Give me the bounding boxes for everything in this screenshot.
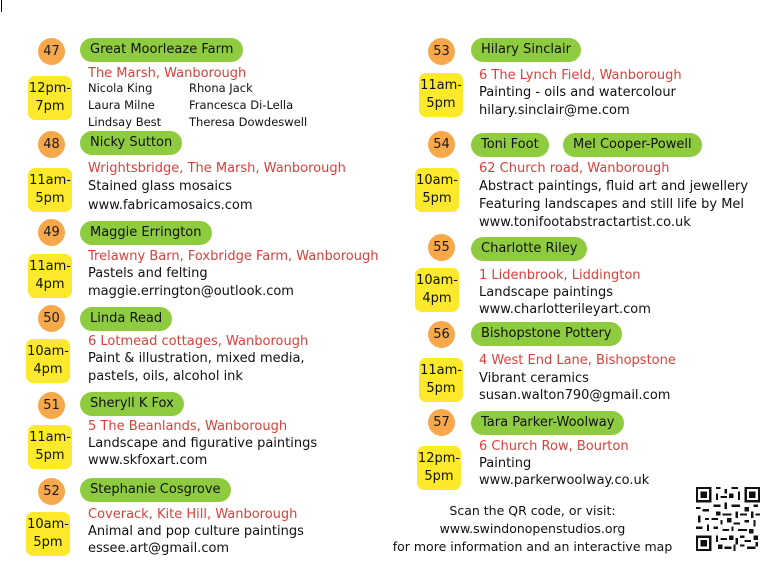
artist-name: Theresa Dowdeswell — [189, 115, 308, 129]
artist-name: Lindsay Best — [88, 115, 162, 129]
studio-address: 6 The Lynch Field, Wanborough — [479, 68, 682, 83]
studio-number: 47 — [38, 38, 65, 65]
studio-name: Bishopstone Pottery — [471, 322, 622, 346]
description: Painting — [479, 456, 532, 471]
studio-address: Wrightsbridge, The Marsh, Wanborough — [88, 161, 346, 176]
studio-address: 5 The Beanlands, Wanborough — [88, 419, 288, 434]
email-link[interactable]: susan.walton790@gmail.com — [479, 388, 671, 403]
description: Featuring landscapes and still life by Mel — [479, 197, 745, 212]
website-link[interactable]: www.charlotterileyart.com — [479, 302, 651, 317]
opening-time: 11am- 5pm — [419, 73, 463, 117]
studio-number: 55 — [428, 234, 455, 261]
studio-name: Maggie Errington — [80, 221, 212, 245]
studio-name: Great Moorleaze Farm — [80, 38, 243, 62]
opening-time: 11am- 5pm — [28, 168, 72, 212]
studio-name: Toni Foot — [471, 133, 549, 157]
email-link[interactable]: maggie.errington@outlook.com — [88, 284, 294, 299]
studio-address: 62 Church road, Wanborough — [479, 161, 670, 176]
studio-number: 56 — [428, 321, 455, 348]
website-link[interactable]: www.parkerwoolway.co.uk — [479, 473, 650, 488]
opening-time: 12pm- 7pm — [28, 76, 72, 120]
website-link[interactable]: www.fabricamosaics.com — [88, 198, 253, 213]
studio-number: 52 — [38, 478, 65, 505]
description: Paint & illustration, mixed media, — [88, 351, 305, 366]
artist-name: Francesca Di-Lella — [189, 98, 294, 112]
studio-address: 4 West End Lane, Bishopstone — [479, 353, 676, 368]
studio-address: Trelawny Barn, Foxbridge Farm, Wanborough — [88, 249, 379, 264]
website-link[interactable]: www.tonifootabstractartist.co.uk — [479, 215, 691, 230]
description: Painting - oils and watercolour — [479, 85, 676, 100]
artist-name: Nicola King — [88, 81, 153, 95]
description: pastels, oils, alcohol ink — [88, 369, 243, 384]
footer-description: for more information and an interactive map — [392, 539, 673, 554]
studio-name: Stephanie Cosgrove — [80, 478, 231, 502]
studio-name: Hilary Sinclair — [471, 38, 581, 62]
studio-number: 48 — [38, 131, 65, 158]
artist-name: Rhona Jack — [189, 81, 253, 95]
studio-number: 54 — [428, 131, 455, 158]
description: Stained glass mosaics — [88, 179, 232, 194]
studio-name: Mel Cooper-Powell — [563, 133, 702, 157]
studio-name: Charlotte Riley — [471, 237, 587, 261]
description: Abstract paintings, fluid art and jewellery — [479, 179, 749, 194]
artist-name: Laura Milne — [88, 98, 155, 112]
studio-address: 6 Church Row, Bourton — [479, 439, 629, 454]
studio-number: 53 — [428, 38, 455, 65]
description: Pastels and felting — [88, 266, 208, 281]
footer-website-link[interactable]: www.swindonopenstudios.org — [439, 521, 626, 536]
description: Landscape and figurative paintings — [88, 436, 318, 451]
studio-address: 1 Lidenbrook, Liddington — [479, 268, 641, 283]
studio-number: 49 — [38, 219, 65, 246]
studio-address: The Marsh, Wanborough — [88, 66, 247, 81]
studio-address: 6 Lotmead cottages, Wanborough — [88, 334, 309, 349]
description: Landscape paintings — [479, 285, 614, 300]
opening-time: 11am- 4pm — [28, 254, 72, 298]
text-cursor — [1, 0, 2, 12]
opening-time: 10am- 4pm — [415, 268, 459, 312]
studio-name: Linda Read — [80, 307, 172, 331]
studio-number: 57 — [428, 409, 455, 436]
opening-time: 12pm- 5pm — [417, 446, 461, 490]
email-link[interactable]: essee.art@gmail.com — [88, 541, 230, 556]
studio-number: 50 — [38, 305, 65, 332]
footer-instruction: Scan the QR code, or visit: — [449, 503, 616, 518]
description: Animal and pop culture paintings — [88, 524, 304, 539]
email-link[interactable]: hilary.sinclair@me.com — [479, 103, 630, 118]
studio-number: 51 — [38, 392, 65, 419]
studio-name: Tara Parker-Woolway — [471, 411, 624, 435]
footer-info — [380, 502, 685, 556]
opening-time: 11am- 5pm — [28, 425, 72, 469]
opening-time: 11am- 5pm — [419, 358, 463, 402]
studio-address: Coverack, Kite Hill, Wanborough — [88, 507, 298, 522]
studio-name: Nicky Sutton — [80, 131, 182, 155]
opening-time: 10am- 4pm — [26, 339, 70, 383]
qr-code-icon[interactable] — [696, 487, 760, 551]
studio-name: Sheryll K Fox — [80, 392, 184, 416]
opening-time: 10am- 5pm — [415, 168, 459, 212]
website-link[interactable]: www.skfoxart.com — [88, 453, 208, 468]
description: Vibrant ceramics — [479, 371, 589, 386]
opening-time: 10am- 5pm — [26, 512, 70, 556]
